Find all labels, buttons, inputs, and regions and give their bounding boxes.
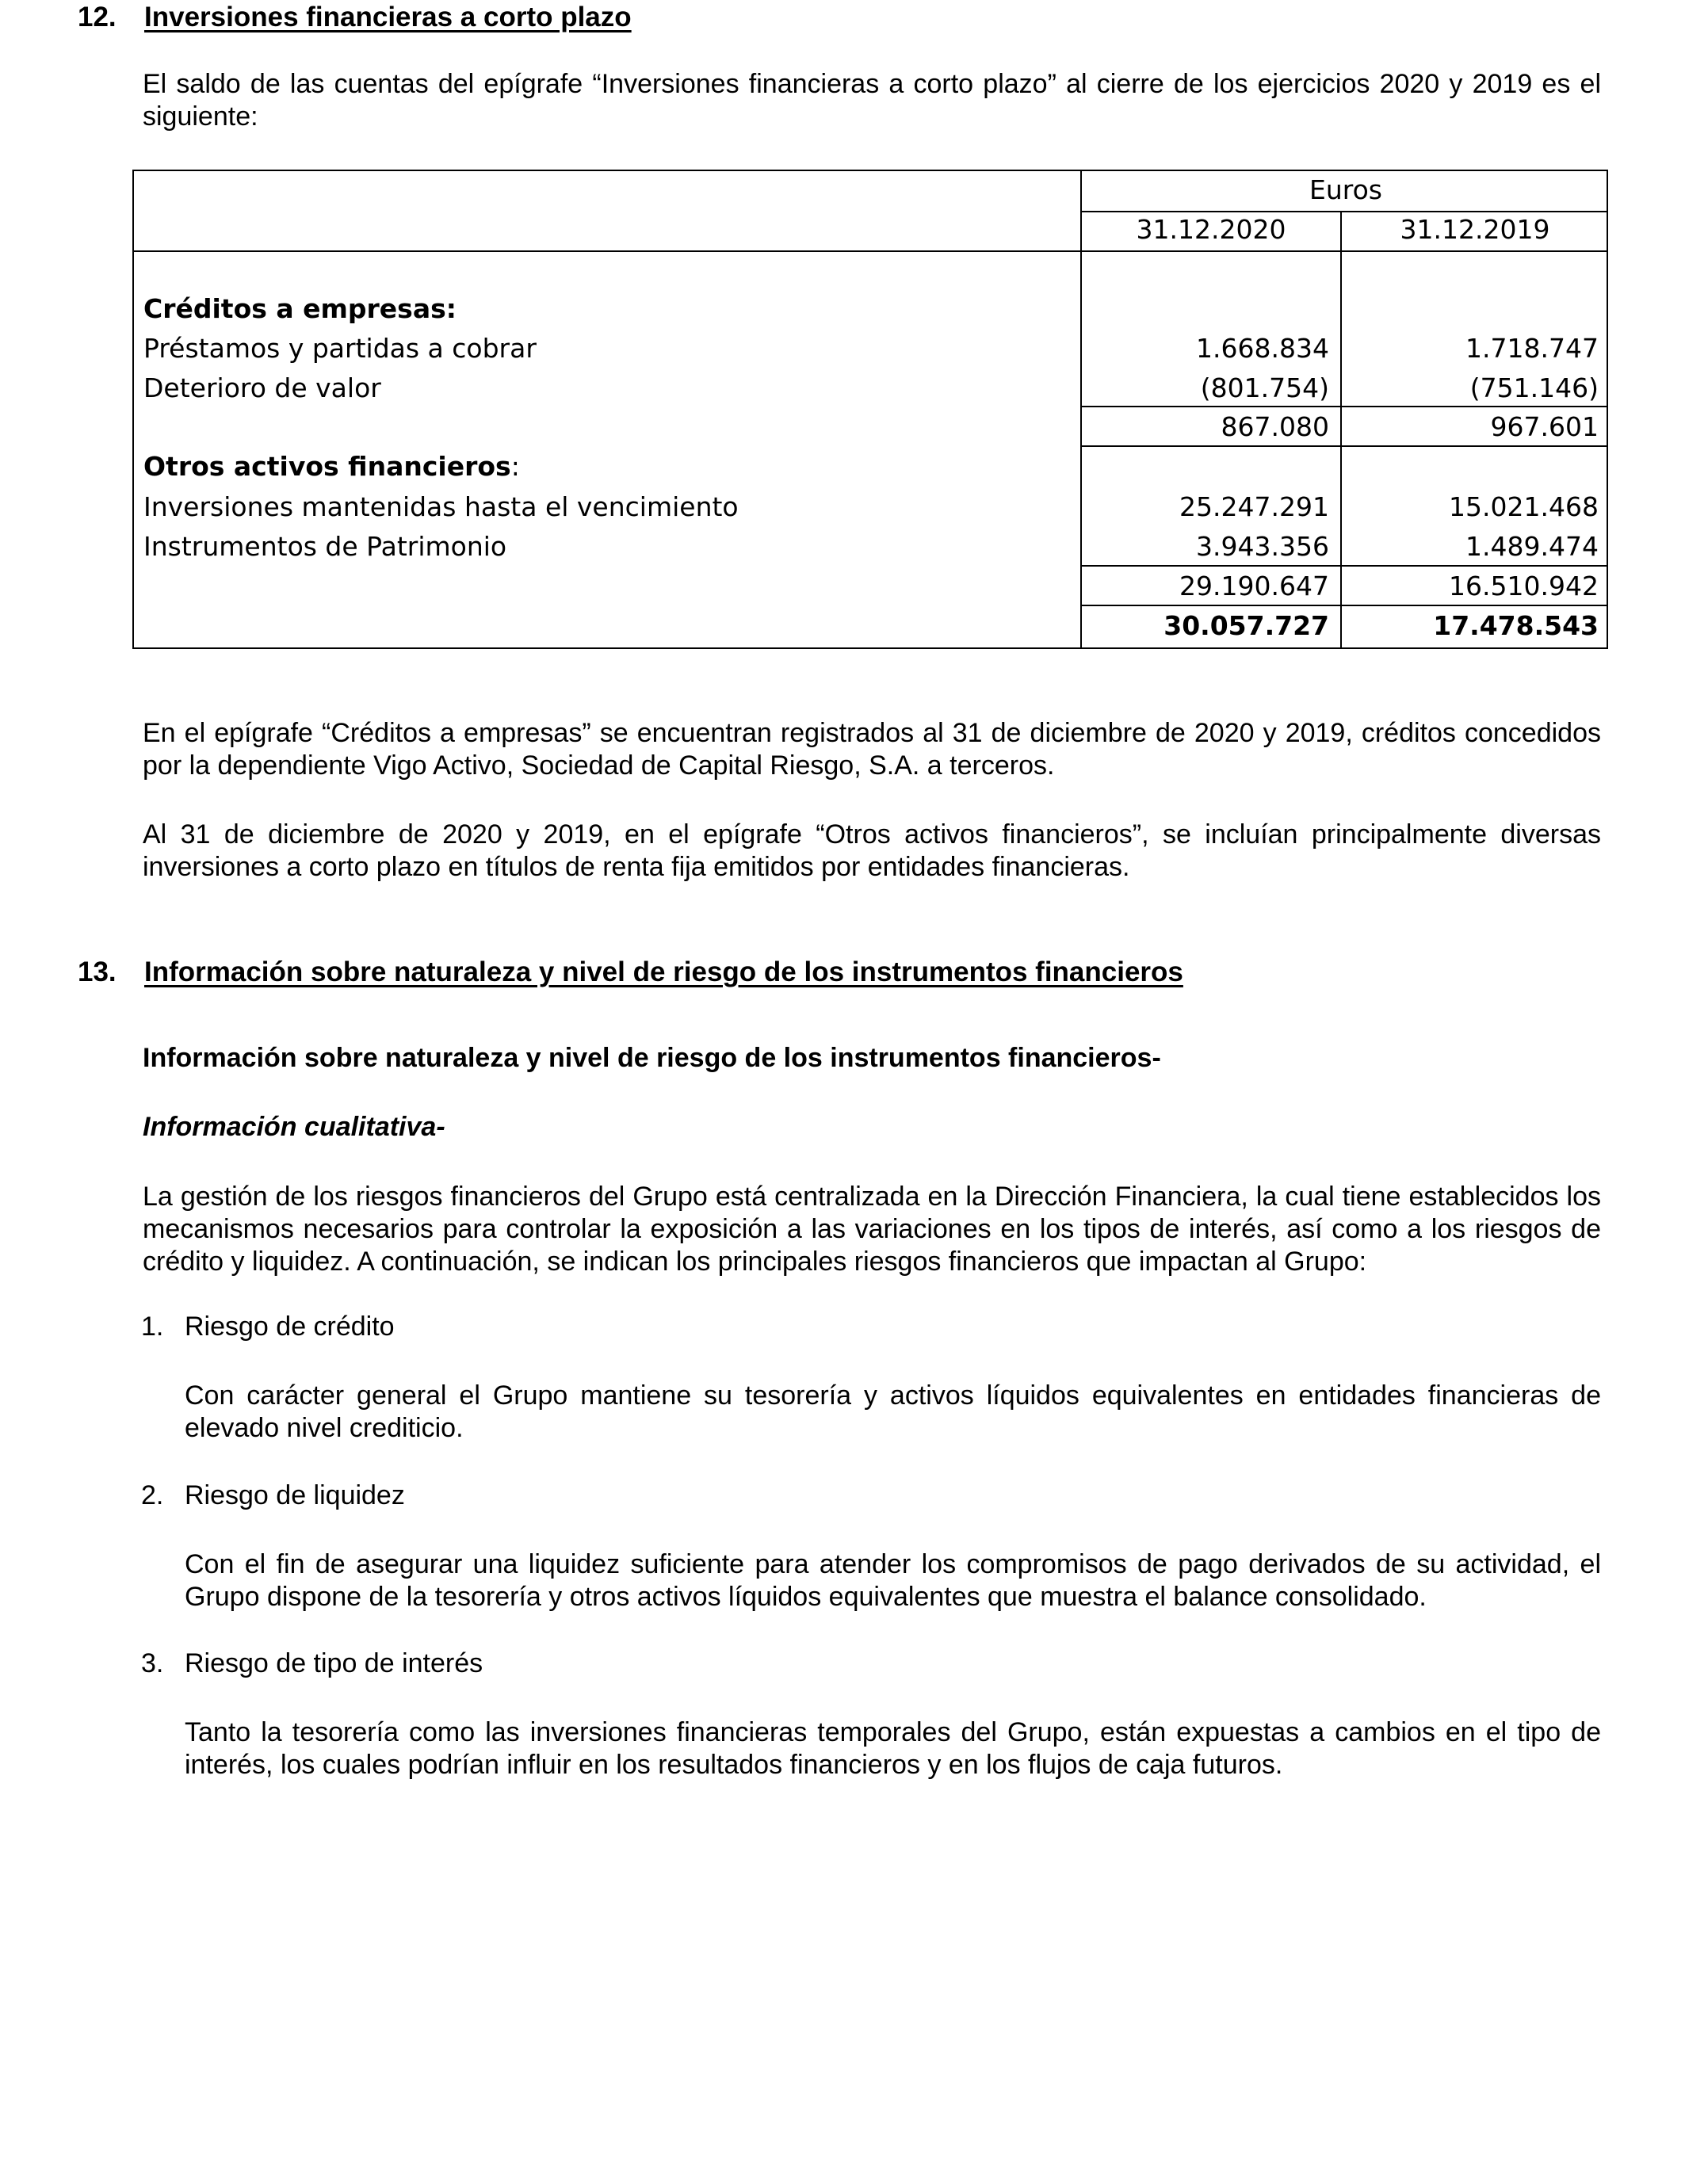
investments-table [132,170,1608,649]
row-value-2020: 25.247.291 [1179,491,1329,522]
table-rule [1080,605,1607,606]
risk-item-text: Con el fin de asegurar una liquidez suficiente para atender los compromisos de pago derivados de su actividad, el Grupo dispone de la tesorería y otros activos líquidos equivalentes que muestra el balance consolidado. [185,1549,1601,1612]
risk-item-text: Con carácter general el Grupo mantiene su tesorería y activos líquidos equivalentes en entidades financieras de elevado nivel crediticio. [185,1380,1601,1443]
group-title-text: Otros activos financieros [143,451,511,482]
risk-item-heading [141,1480,405,1512]
subtotal-2019: 967.601 [1490,411,1599,442]
group-title-otros [143,451,520,483]
section-13-intro: La gestión de los riesgos financieros del Grupo está centralizada en la Dirección Financiera, la cual tiene establecidos los mecanismos necesarios para controlar la exposición a las variaciones en los tipos de interés, así como a los riesgos de crédito y liquidez. A continuación, se indican los principales riesgos financieros que impactan al Grupo: [143,1182,1601,1277]
row-value-2019: (751.146) [1469,372,1599,403]
row-label: Instrumentos de Patrimonio [143,531,507,562]
group-title-creditos: Créditos a empresas: [143,293,457,324]
row-label: Deterioro de valor [143,372,381,403]
row-value-2020: (801.754) [1200,372,1329,403]
table-rule [1080,406,1607,407]
section-12-heading [78,2,632,33]
row-label: Inversiones mantenidas hasta el vencimiento [143,491,739,522]
section-12-paragraph-2: Al 31 de diciembre de 2020 y 2019, en el epígrafe “Otros activos financieros”, se incluían principalmente diversas inversiones a corto plazo en títulos de renta fija emitidos por entidades financieras. [143,819,1601,882]
row-value-2020: 1.668.834 [1196,333,1329,364]
item-number: 1. [141,1312,164,1342]
section-title: Inversiones financieras a corto plazo [144,2,632,32]
subtotal-2019: 16.510.942 [1449,571,1599,601]
risk-item-heading [141,1648,483,1680]
total-2019: 17.478.543 [1433,610,1599,641]
table-rule [1080,445,1607,447]
item-title: Riesgo de crédito [185,1312,395,1342]
section-title: Información sobre naturaleza y nivel de riesgo de los instrumentos financieros [144,956,1183,987]
risk-item-text: Tanto la tesorería como las inversiones financieras temporales del Grupo, están expuestas a cambios en el tipo de interés, los cuales podrían influir en los resultados financieros y en los flujos de caja futuros. [185,1717,1601,1780]
item-number: 3. [141,1648,164,1678]
section-13-subheading-italic: Información cualitativa- [143,1112,445,1142]
row-value-2019: 1.489.474 [1465,531,1599,562]
row-value-2019: 15.021.468 [1449,491,1599,522]
row-label: Préstamos y partidas a cobrar [143,333,537,364]
risk-item-heading [141,1311,395,1343]
subtotal-2020: 29.190.647 [1179,571,1329,601]
total-2020: 30.057.727 [1163,610,1329,641]
section-13-subheading: Información sobre naturaleza y nivel de riesgo de los instrumentos financieros- [143,1043,1161,1073]
unit-header: Euros [1309,174,1382,205]
table-rule [1080,211,1607,212]
section-number: 12. [78,2,117,32]
section-12-intro: El saldo de las cuentas del epígrafe “Inversiones financieras a corto plazo” al cierre de los ejercicios 2020 y 2019 es el siguiente: [143,69,1601,132]
item-title: Riesgo de liquidez [185,1480,405,1510]
item-title: Riesgo de tipo de interés [185,1648,483,1678]
column-header-2020: 31.12.2020 [1136,214,1286,245]
section-number: 13. [78,956,117,987]
table-rule [1080,565,1607,567]
row-value-2019: 1.718.747 [1465,333,1599,364]
section-12-paragraph-1: En el epígrafe “Créditos a empresas” se encuentran registrados al 31 de diciembre de 2020 y 2019, créditos concedidos por la dependiente Vigo Activo, Sociedad de Capital Riesgo, S.A. a terceros. [143,718,1601,781]
group-title-colon: : [510,451,520,482]
section-13-heading [78,956,1183,988]
row-value-2020: 3.943.356 [1196,531,1329,562]
table-rule [134,250,1607,252]
column-header-2019: 31.12.2019 [1400,214,1550,245]
item-number: 2. [141,1480,164,1510]
subtotal-2020: 867.080 [1221,411,1329,442]
